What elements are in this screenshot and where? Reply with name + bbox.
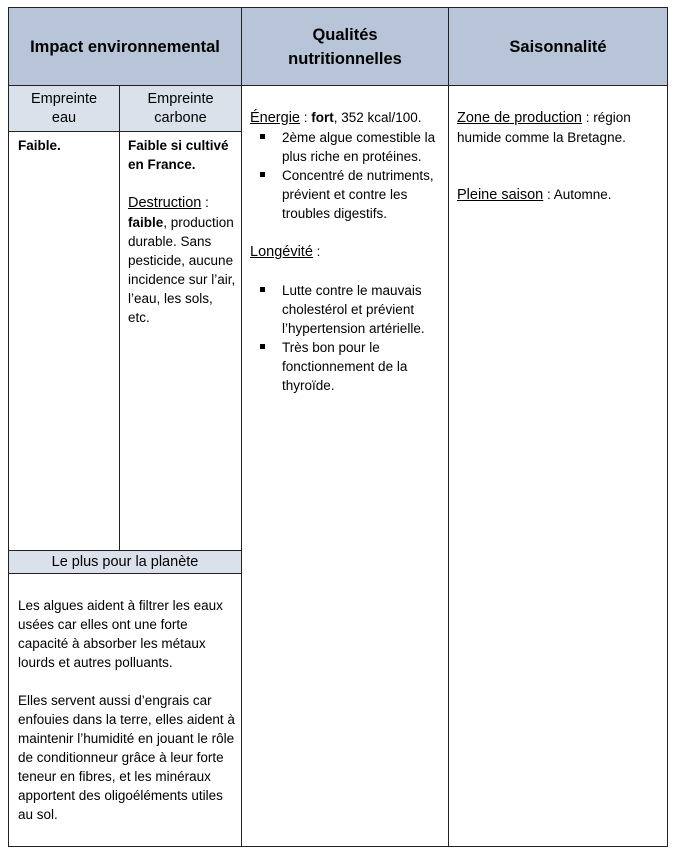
energie-label: Énergie bbox=[250, 110, 300, 126]
zone-sep: : bbox=[581, 110, 594, 125]
subheader-plus bbox=[8, 550, 242, 574]
list-item: 2ème algue comestible la plus riche en protéines. bbox=[250, 128, 442, 166]
zone-line bbox=[457, 108, 661, 147]
energie-list bbox=[250, 128, 442, 223]
subheader-carbone-line1: Empreinte bbox=[147, 90, 214, 107]
pleine-text: Automne. bbox=[553, 187, 612, 202]
header-qualites bbox=[241, 7, 449, 86]
qualites-cell bbox=[241, 85, 449, 847]
energie-sep: : bbox=[299, 110, 312, 125]
subheader-eau-line2: eau bbox=[51, 109, 77, 126]
pleine-line bbox=[457, 185, 661, 205]
zone-label: Zone de production bbox=[457, 110, 582, 126]
carbone-value-line1: Faible si cultivé bbox=[128, 138, 229, 153]
eau-cell bbox=[8, 131, 120, 551]
info-table bbox=[8, 7, 668, 847]
longevite-list bbox=[250, 281, 442, 395]
carbone-cell bbox=[119, 131, 242, 551]
header-saison-label: Saisonnalité bbox=[509, 37, 607, 56]
destruction-value: faible bbox=[128, 215, 164, 230]
eau-value: Faible. bbox=[18, 138, 61, 153]
plus-para2: Elles servent aussi d’engrais car enfouies dans la terre, elles aident à maintenir l’humidité en jouant le rôle de conditionneur grâce à leur forte teneur en fibres, et les minéraux apportent des oligoéléments utiles au sol. bbox=[18, 693, 235, 822]
destruction-sep: : bbox=[201, 195, 209, 210]
header-qualites-line2: nutritionnelles bbox=[288, 49, 402, 68]
destruction-label: Destruction bbox=[128, 195, 202, 211]
subheader-carbone-line2: carbone bbox=[154, 109, 207, 126]
list-item: Très bon pour le fonctionnement de la thyroïde. bbox=[250, 338, 442, 395]
plus-cell bbox=[8, 573, 242, 847]
header-saison bbox=[448, 7, 668, 86]
longevite-sep: : bbox=[312, 244, 321, 259]
subheader-carbone bbox=[119, 85, 242, 132]
pleine-label: Pleine saison bbox=[457, 187, 544, 203]
saison-cell bbox=[448, 85, 668, 847]
subheader-plus-label: Le plus pour la planète bbox=[51, 553, 199, 570]
energie-line bbox=[250, 108, 442, 128]
list-item: Concentré de nutriments, prévient et contre les troubles digestifs. bbox=[250, 166, 442, 223]
subheader-eau bbox=[8, 85, 120, 132]
list-item: Lutte contre le mauvais cholestérol et prévient l’hypertension artérielle. bbox=[250, 281, 442, 338]
header-impact bbox=[8, 7, 242, 86]
plus-para1: Les algues aident à filtrer les eaux usées car elles ont une forte capacité à absorber les métaux lourds et autres polluants. bbox=[18, 598, 223, 670]
destruction-text: , production durable. Sans pesticide, aucune incidence sur l’air, l’eau, les sols, etc. bbox=[128, 215, 236, 325]
energie-text: , 352 kcal/100. bbox=[333, 110, 422, 125]
carbone-value-line2: en France. bbox=[128, 157, 196, 172]
pleine-sep: : bbox=[543, 187, 554, 202]
header-impact-label: Impact environnemental bbox=[30, 37, 220, 56]
zone-text: région humide comme la Bretagne. bbox=[457, 110, 631, 145]
longevite-label: Longévité bbox=[250, 244, 313, 260]
header-qualites-line1: Qualités bbox=[312, 25, 378, 44]
subheader-eau-line1: Empreinte bbox=[30, 90, 98, 107]
energie-value: fort bbox=[311, 110, 334, 125]
